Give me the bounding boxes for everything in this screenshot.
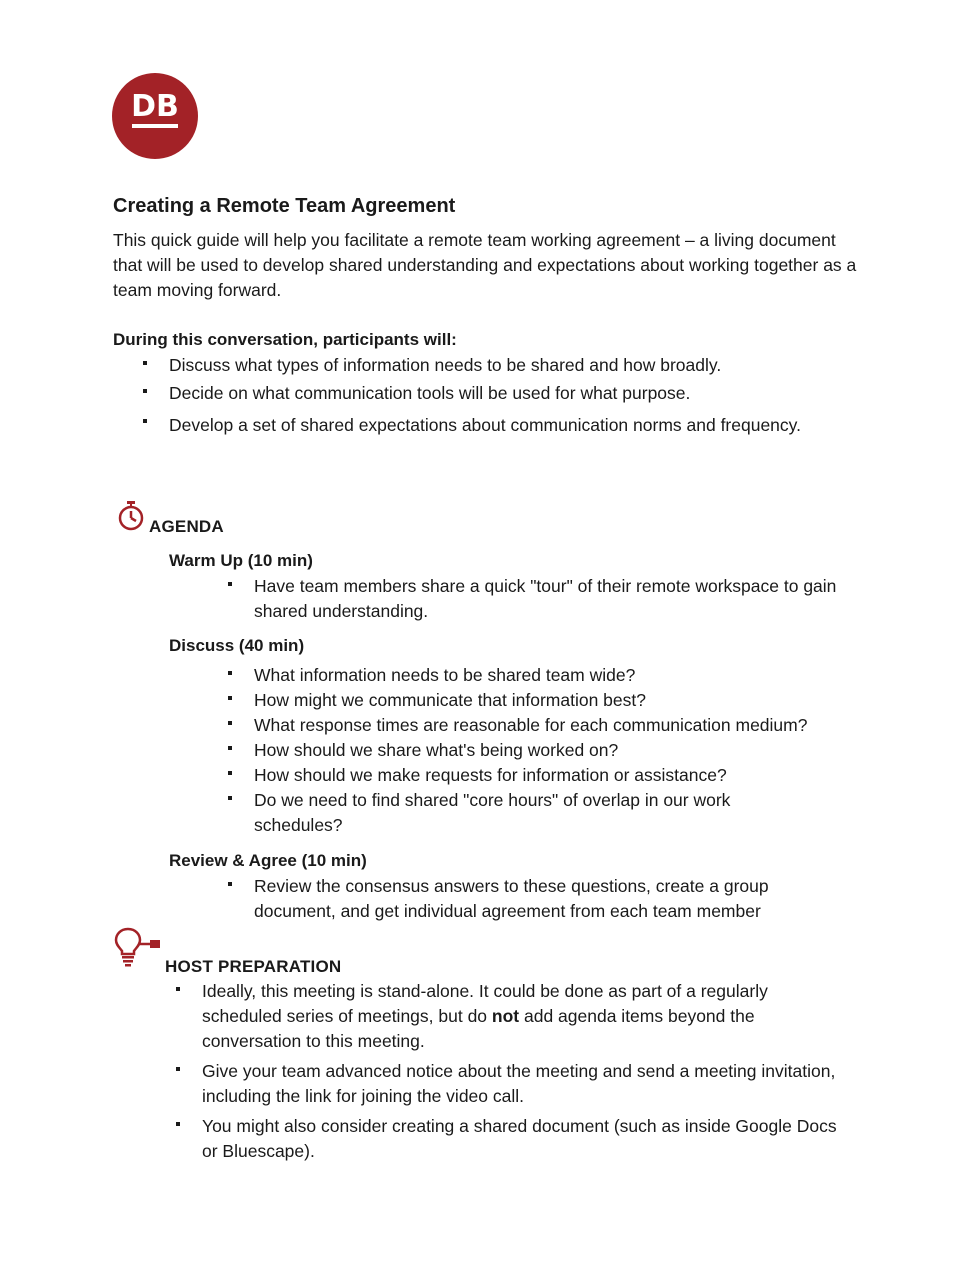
list-item: What response times are reasonable for each communication medium? <box>254 713 814 738</box>
list-item: Do we need to find shared "core hours" of overlap in our work schedules? <box>254 788 814 838</box>
list-item: How might we communicate that information best? <box>254 688 814 713</box>
list-item: Discuss what types of information needs to be shared and how broadly. <box>169 353 809 378</box>
emphasis-not: not <box>491 1006 520 1026</box>
list-item: What information needs to be shared team wide? <box>254 663 814 688</box>
list-item: How should we make requests for information or assistance? <box>254 763 814 788</box>
review-heading: Review & Agree (10 min) <box>169 851 367 870</box>
host-list <box>202 979 842 1164</box>
list-item: Develop a set of shared expectations about communication norms and frequency. <box>169 411 809 440</box>
logo-underline <box>132 124 178 128</box>
warmup-heading: Warm Up (10 min) <box>169 551 313 570</box>
list-item: Decide on what communication tools will be used for what purpose. <box>169 381 809 406</box>
list-item: You might also consider creating a shared document (such as inside Google Docs or Bluescape). <box>202 1114 842 1164</box>
list-item <box>202 979 842 1054</box>
db-logo <box>112 73 198 159</box>
host-heading: HOST PREPARATION <box>165 957 342 976</box>
host-item-text-after: add agenda items beyond the conversation to this meeting. <box>202 1006 755 1051</box>
stopwatch-icon <box>115 500 147 532</box>
host-item-text: Ideally, this meeting is stand-alone. It could be done as part of a regularly scheduled series of meetings, but do <box>202 981 768 1026</box>
discuss-list <box>254 663 814 838</box>
discuss-heading: Discuss (40 min) <box>169 636 305 655</box>
list-item: How should we share what's being worked on? <box>254 738 814 763</box>
page-title: Creating a Remote Team Agreement <box>113 195 456 217</box>
list-item: Have team members share a quick "tour" of their remote workspace to gain shared understanding. <box>254 574 874 624</box>
logo-text: DB <box>131 89 179 124</box>
review-list <box>254 874 854 924</box>
agenda-heading: AGENDA <box>149 517 224 536</box>
list-item: Review the consensus answers to these questions, create a group document, and get individual agreement from each team member <box>254 874 854 924</box>
list-item: Give your team advanced notice about the meeting and send a meeting invitation, including the link for joining the video call. <box>202 1059 842 1109</box>
participants-list <box>169 353 809 440</box>
intro-paragraph: This quick guide will help you facilitate a remote team working agreement – a living document that will be used to develop shared understanding and expectations about working together as a team moving forward. <box>113 230 857 300</box>
warmup-list <box>254 574 874 624</box>
lightbulb-icon <box>114 926 162 968</box>
participants-heading: During this conversation, participants will: <box>113 330 457 349</box>
